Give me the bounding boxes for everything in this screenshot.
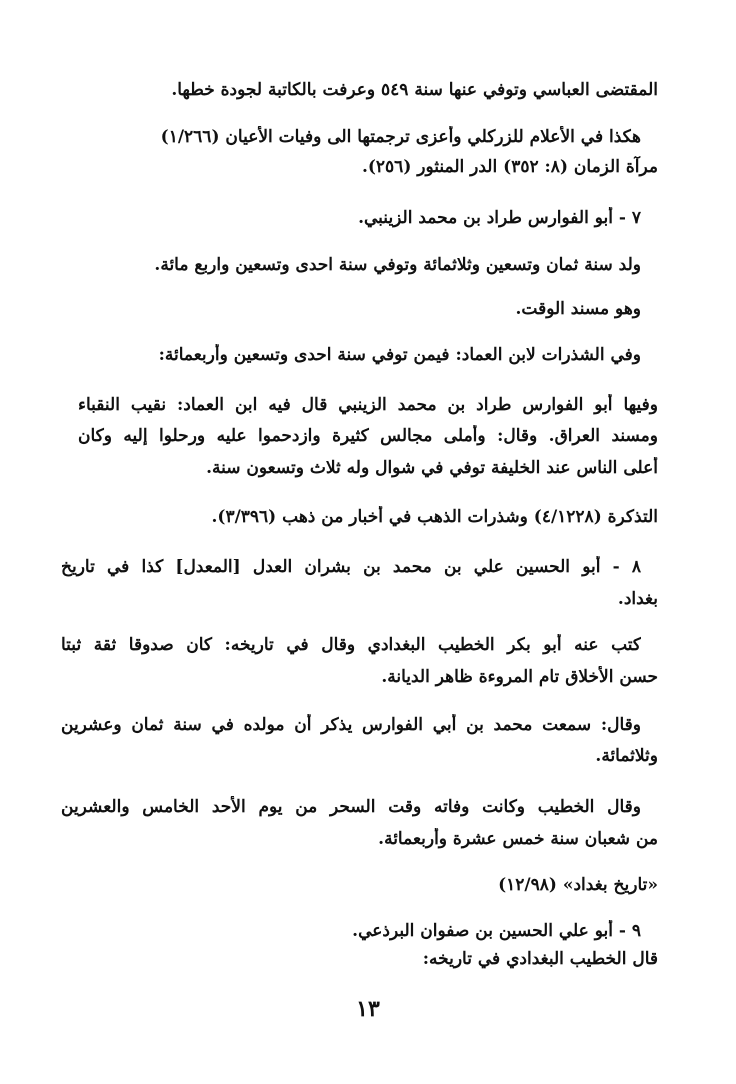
citation-line: «تاريخ بغداد» (١٢/٩٨) <box>498 875 658 895</box>
text-line: وفي الشذرات لابن العماد: فيمن توفي سنة احدى وتسعين وأربعمائة: <box>158 345 641 365</box>
section-heading-8: ٨ - أبو الحسين علي بن محمد بن بشران العدل [المعدل] كذا في تاريخ <box>61 557 641 577</box>
text-line: هكذا في الأعلام للزركلي وأعزى ترجمتها الى وفيات الأعيان (١/٢٦٦) <box>160 127 641 147</box>
section-heading-9: ٩ - أبو علي الحسين بن صفوان البرذعي. <box>352 921 641 941</box>
section-heading-7: ٧ - أبو الفوارس طراد بن محمد الزينبي. <box>358 208 641 228</box>
text-line: كتب عنه أبو بكر الخطيب البغدادي وقال في تاريخه: كان صدوقا ثقة ثبتا <box>61 635 641 655</box>
text-line: قال الخطيب البغدادي في تاريخه: <box>422 949 658 969</box>
text-line: وهو مسند الوقت. <box>515 299 641 319</box>
page-number: ١٣ <box>356 996 380 1022</box>
text-line: مرآة الزمان (٨: ٣٥٢) الدر المنثور (٢٥٦). <box>361 157 658 177</box>
text-line: وقال: سمعت محمد بن أبي الفوارس يذكر أن مولده في سنة ثمان وعشرين <box>61 715 641 735</box>
text-line: حسن الأخلاق تام المروءة ظاهر الديانة. <box>381 667 658 687</box>
text-line: ولد سنة ثمان وتسعين وثلاثمائة وتوفي سنة احدى وتسعين واربع مائة. <box>154 255 641 275</box>
text-line: من شعبان سنة خمس عشرة وأربعمائة. <box>378 829 658 849</box>
text-line: ومسند العراق. وقال: وأملى مجالس كثيرة وازدحموا عليه ورحلوا إليه وكان <box>78 426 658 446</box>
text-line: أعلى الناس عند الخليفة توفي في شوال وله ثلاث وتسعون سنة. <box>206 458 658 478</box>
text-line: وفيها أبو الفوارس طراد بن محمد الزينبي قال فيه ابن العماد: نقيب النقباء <box>78 395 658 415</box>
text-line: التذكرة (٤/١٢٢٨) وشذرات الذهب في أخبار من ذهب (٣/٣٩٦). <box>211 507 658 527</box>
text-line: وقال الخطيب وكانت وفاته وقت السحر من يوم الأحد الخامس والعشرين <box>61 797 641 817</box>
text-line: بغداد. <box>617 589 658 609</box>
text-line: وثلاثمائة. <box>595 746 658 766</box>
text-line: المقتضى العباسي وتوفي عنها سنة ٥٤٩ وعرفت بالكاتبة لجودة خطها. <box>171 80 658 100</box>
